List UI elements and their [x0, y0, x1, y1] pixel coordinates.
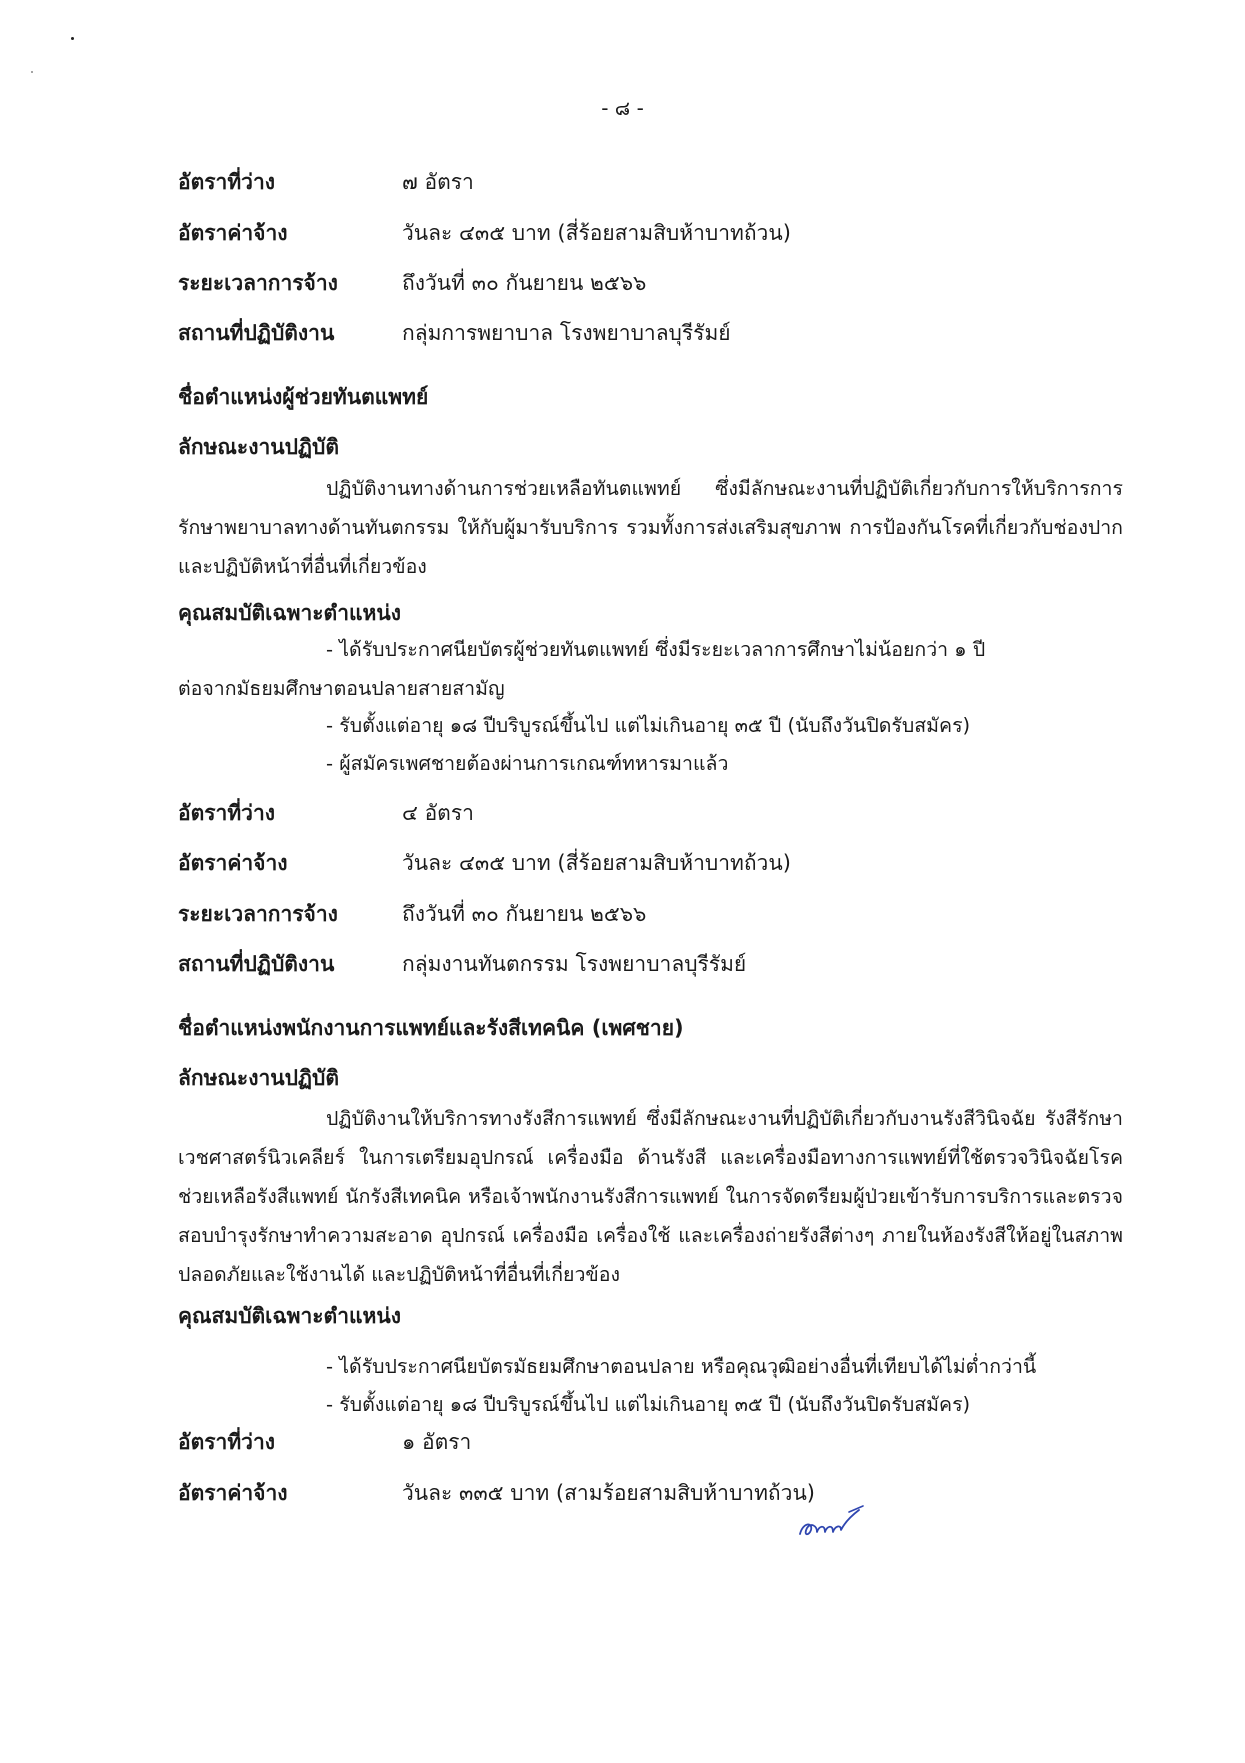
period-label: ระยะเวลาการจ้าง: [178, 271, 338, 295]
qualification-heading: คุณสมบัติเฉพาะตำแหน่ง: [178, 601, 401, 625]
wage-label: อัตราค่าจ้าง: [178, 1481, 288, 1505]
period-label: ระยะเวลาการจ้าง: [178, 902, 338, 926]
qualification-item-continuation: ต่อจากมัธยมศึกษาตอนปลายสายสามัญ: [178, 677, 505, 700]
vacancy-label: อัตราที่ว่าง: [178, 1430, 276, 1454]
qualification-item: - ได้รับประกาศนียบัตรผู้ช่วยทันตแพทย์ ซึ่งมีระยะเวลาการศึกษาไม่น้อยกว่า ๑ ปี: [326, 638, 986, 661]
period-value: ถึงวันที่ ๓๐ กันยายน ๒๕๖๖: [402, 271, 647, 295]
qualification-item: - ได้รับประกาศนียบัตรมัธยมศึกษาตอนปลาย หรือคุณวุฒิอย่างอื่นที่เทียบได้ไม่ต่ำกว่านี้: [326, 1355, 1037, 1378]
qualification-item: - ผู้สมัครเพศชายต้องผ่านการเกณฑ์ทหารมาแล้ว: [326, 752, 729, 775]
handwritten-initials: [795, 1500, 865, 1542]
qualification-item: - รับตั้งแต่อายุ ๑๘ ปีบริบูรณ์ขึ้นไป แต่ไม่เกินอายุ ๓๕ ปี (นับถึงวันปิดรับสมัคร): [326, 714, 971, 737]
scan-speck: [31, 71, 33, 73]
qualification-heading: คุณสมบัติเฉพาะตำแหน่ง: [178, 1304, 401, 1328]
workplace-value: กลุ่มงานทันตกรรม โรงพยาบาลบุรีรัมย์: [402, 952, 747, 976]
qualification-item: - รับตั้งแต่อายุ ๑๘ ปีบริบูรณ์ขึ้นไป แต่ไม่เกินอายุ ๓๕ ปี (นับถึงวันปิดรับสมัคร): [326, 1393, 971, 1416]
vacancy-label: อัตราที่ว่าง: [178, 170, 276, 194]
vacancy-label: อัตราที่ว่าง: [178, 801, 276, 825]
vacancy-value: ๔ อัตรา: [402, 801, 474, 825]
qualification-list: [326, 707, 1126, 783]
wage-value: วันละ ๔๓๕ บาท (สี่ร้อยสามสิบห้าบาทถ้วน): [402, 851, 791, 875]
qualification-list: [326, 631, 1126, 669]
workplace-value: กลุ่มการพยาบาล โรงพยาบาลบุรีรัมย์: [402, 321, 731, 345]
position-title: ชื่อตำแหน่งพนักงานการแพทย์และรังสีเทคนิค (เพศชาย): [178, 1016, 684, 1040]
period-value: ถึงวันที่ ๓๐ กันยายน ๒๕๖๖: [402, 902, 647, 926]
workplace-label: สถานที่ปฏิบัติงาน: [178, 952, 335, 976]
vacancy-value: ๗ อัตรา: [402, 170, 474, 194]
page-number: - ๘ -: [601, 96, 644, 120]
wage-value: วันละ ๓๓๕ บาท (สามร้อยสามสิบห้าบาทถ้วน): [402, 1481, 815, 1505]
scan-speck: [71, 37, 74, 40]
duties-paragraph: ปฏิบัติงานให้บริการทางรังสีการแพทย์ ซึ่งมีลักษณะงานที่ปฏิบัติเกี่ยวกับงานรังสีวินิจฉัย รังสีรักษาเวชศาสตร์นิวเคลียร์ ในการเตรียมอุปกรณ์ เครื่องมือ ด้านรังสี และเครื่องมือทางการแพทย์ที่ใช้ตรวจวินิจฉัยโรค ช่วยเหลือรังสีแพทย์ นักรังสีเทคนิค หรือเจ้าพนักงานรังสีการแพทย์ ในการจัดตรียมผู้ป่วยเข้ารับการบริการและตรวจสอบบำรุงรักษาทำความสะอาด อุปกรณ์ เครื่องมือ เครื่องใช้ และเครื่องถ่ายรังสีต่างๆ ภายในห้องรังสีให้อยู่ในสภาพปลอดภัยและใช้งานได้ และปฏิบัติหน้าที่อื่นที่เกี่ยวข้อง: [178, 1107, 1123, 1286]
vacancy-value: ๑ อัตรา: [402, 1430, 472, 1454]
workplace-label: สถานที่ปฏิบัติงาน: [178, 321, 335, 345]
wage-label: อัตราค่าจ้าง: [178, 851, 288, 875]
position-title: ชื่อตำแหน่งผู้ช่วยทันตแพทย์: [178, 385, 429, 409]
qualification-list: [326, 1348, 1126, 1424]
wage-label: อัตราค่าจ้าง: [178, 221, 288, 245]
wage-value: วันละ ๔๓๕ บาท (สี่ร้อยสามสิบห้าบาทถ้วน): [402, 221, 791, 245]
duties-heading: ลักษณะงานปฏิบัติ: [178, 1066, 339, 1090]
duties-paragraph: ปฏิบัติงานทางด้านการช่วยเหลือทันตแพทย์ ซึ่งมีลักษณะงานที่ปฏิบัติเกี่ยวกับการให้บริการการรักษาพยาบาลทางด้านทันตกรรม ให้กับผู้มารับบริการ รวมทั้งการส่งเสริมสุขภาพ การป้องกันโรคที่เกี่ยวกับช่องปากและปฏิบัติหน้าที่อื่นที่เกี่ยวข้อง: [178, 477, 1123, 578]
duties-heading: ลักษณะงานปฏิบัติ: [178, 435, 339, 459]
